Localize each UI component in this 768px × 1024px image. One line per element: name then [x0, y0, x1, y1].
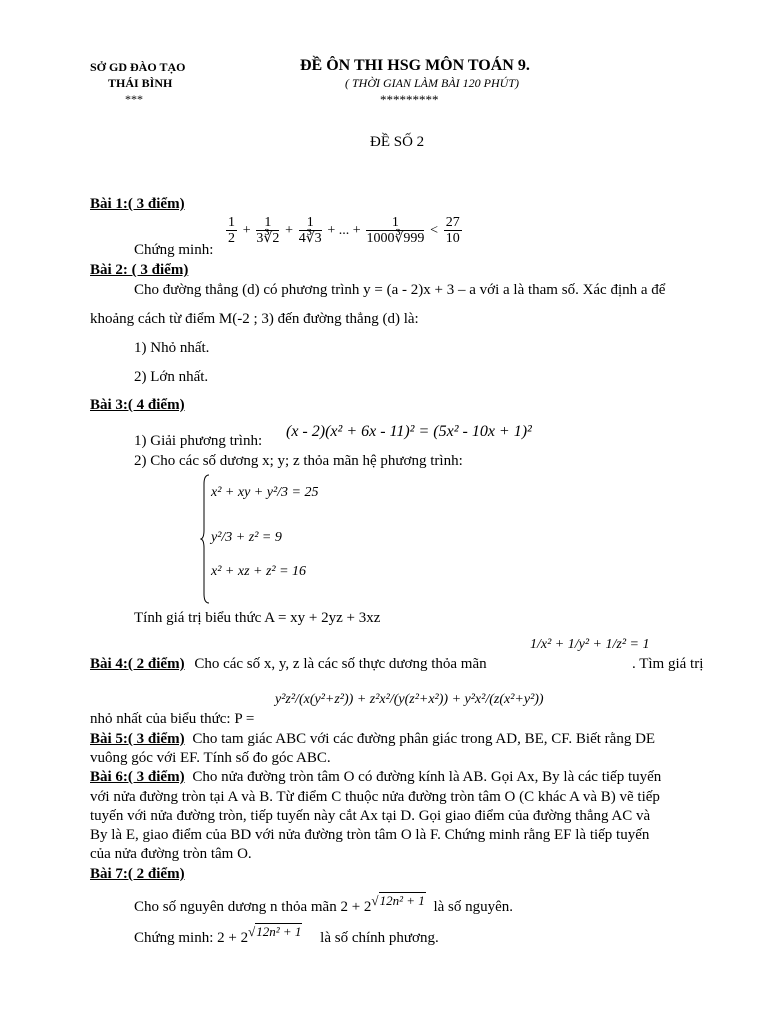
bai7-line-2: Chứng minh: 2 + 2√12n² + 1 là số chính phương. — [134, 924, 439, 946]
bai2-item-2: 2) Lớn nhất. — [134, 369, 209, 385]
bai7-text-1: Cho số nguyên dương n thỏa mãn 2 + 2 — [134, 899, 372, 915]
exam-number: ĐỀ SỐ 2 — [370, 134, 425, 150]
bai7-text-1b: là số nguyên. — [433, 899, 514, 915]
bai7-radicand-1: 12n² + 1 — [379, 893, 425, 908]
bai4-text: Cho các số x, y, z là các số thực dương thỏa mãn — [194, 656, 487, 672]
bai2-text-1: Cho đường thẳng (d) có phương trình y = (a - 2)x + 3 – a với a là tham số. Xác định a để — [134, 282, 666, 298]
bai3-item-1: 1) Giải phương trình: — [134, 433, 263, 449]
bai3-item-2: 2) Cho các số dương x; y; z thỏa mãn hệ phương trình: — [134, 453, 463, 469]
bai6-text-1: Cho nửa đường tròn tâm O có đường kính là AB. Gọi Ax, By là các tiếp tuyến — [192, 769, 662, 785]
bai2-item-1: 1) Nhỏ nhất. — [134, 340, 210, 356]
bai6-heading: Bài 6:( 3 điểm) — [90, 769, 185, 785]
bai6-line-1 — [90, 769, 661, 786]
bai4-expression: y²z²/(x(y²+z²)) + z²x²/(y(z²+x²)) + y²x²/(z(x²+y²)) — [275, 692, 544, 707]
bai7-text-2: Chứng minh: 2 + 2 — [134, 930, 249, 946]
bai3-heading: Bài 3:( 4 điểm) — [90, 397, 185, 413]
org-name: SỞ GD ĐÀO TẠO — [90, 60, 186, 74]
bai7-text-2b: là số chính phương. — [320, 930, 439, 946]
bai5-line-1 — [90, 731, 655, 748]
bai4-line-2: nhỏ nhất của biểu thức: P = — [90, 711, 255, 727]
bai4-heading: Bài 4:( 2 điểm) — [90, 656, 185, 672]
bai7-radicand-2: 12n² + 1 — [256, 924, 302, 939]
system-brace — [200, 474, 210, 604]
term-3: $\frac{1}{4∛3}$ — [298, 215, 322, 247]
exam-title: ĐỀ ÔN THI HSG MÔN TOÁN 9. — [300, 57, 530, 74]
term-1: $\frac{1}{2}$ — [228, 215, 235, 247]
bai3-equation: (x - 2)(x² + 6x - 11)² = (5x² - 10x + 1)² — [286, 423, 532, 440]
bai1-prefix: Chứng minh: — [134, 242, 214, 258]
title-stars: ********* — [380, 92, 439, 107]
system-eq-1: x² + xy + y²/3 = 25 — [211, 485, 319, 500]
org-stars: *** — [125, 92, 143, 106]
bai7-heading: Bài 7:( 2 điểm) — [90, 866, 185, 882]
system-eq-2: y²/3 + z² = 9 — [211, 530, 282, 545]
bai7-line-1: Cho số nguyên dương n thỏa mãn 2 + 2√12n² + 1 là số nguyên. — [134, 893, 514, 915]
bai2-text-2: khoảng cách từ điểm M(-2 ; 3) đến đường thẳng (d) là: — [90, 311, 419, 327]
bai2-heading: Bài 2: ( 3 điểm) — [90, 262, 189, 278]
bai6-text-2: với nửa đường tròn tại A và B. Từ điểm C thuộc nửa đường tròn tâm O (C khác A và B) vẽ tiếp — [90, 789, 660, 805]
bai6-text-5: của nửa đường tròn tâm O. — [90, 846, 252, 862]
bai4-line-1 — [90, 656, 487, 673]
bai4-condition: 1/x² + 1/y² + 1/z² = 1 — [530, 637, 650, 652]
bai1-inequality: $\frac{1}{2}$ + $\frac{1}{3∛2}$ + $\frac{1}{4∛3}$ + ... + $\frac{1}{1000∛999}$ < $\frac{27}{10}$ — [228, 215, 460, 247]
system-eq-3: x² + xz + z² = 16 — [211, 564, 307, 579]
bai3-tail: Tính giá trị biểu thức A = xy + 2yz + 3xz — [134, 610, 381, 626]
term-2: $\frac{1}{3∛2}$ — [256, 215, 280, 247]
bai6-text-4: By là E, giao điểm của BD với nửa đường tròn tâm O là F. Chứng minh rằng EF là tiếp tuyến — [90, 827, 650, 843]
bai5-text-2: vuông góc với EF. Tính số đo góc ABC. — [90, 750, 331, 766]
bai4-tail: . Tìm giá trị — [632, 656, 704, 672]
org-location: THÁI BÌNH — [108, 76, 173, 90]
exam-time: ( THỜI GIAN LÀM BÀI 120 PHÚT) — [345, 76, 519, 90]
bai6-text-3: tuyến với nửa đường tròn, tiếp tuyến này cắt Ax tại D. Gọi giao điểm của đường thẳng AC và — [90, 808, 651, 824]
term-last: $\frac{1}{1000∛999}$ — [366, 215, 425, 247]
bai1-heading: Bài 1:( 3 điểm) — [90, 196, 185, 212]
bai5-text-1: Cho tam giác ABC với các đường phân giác trong AD, BE, CF. Biết rằng DE — [192, 731, 656, 747]
rhs: $\frac{27}{10}$ — [445, 215, 460, 247]
bai5-heading: Bài 5:( 3 điểm) — [90, 731, 185, 747]
